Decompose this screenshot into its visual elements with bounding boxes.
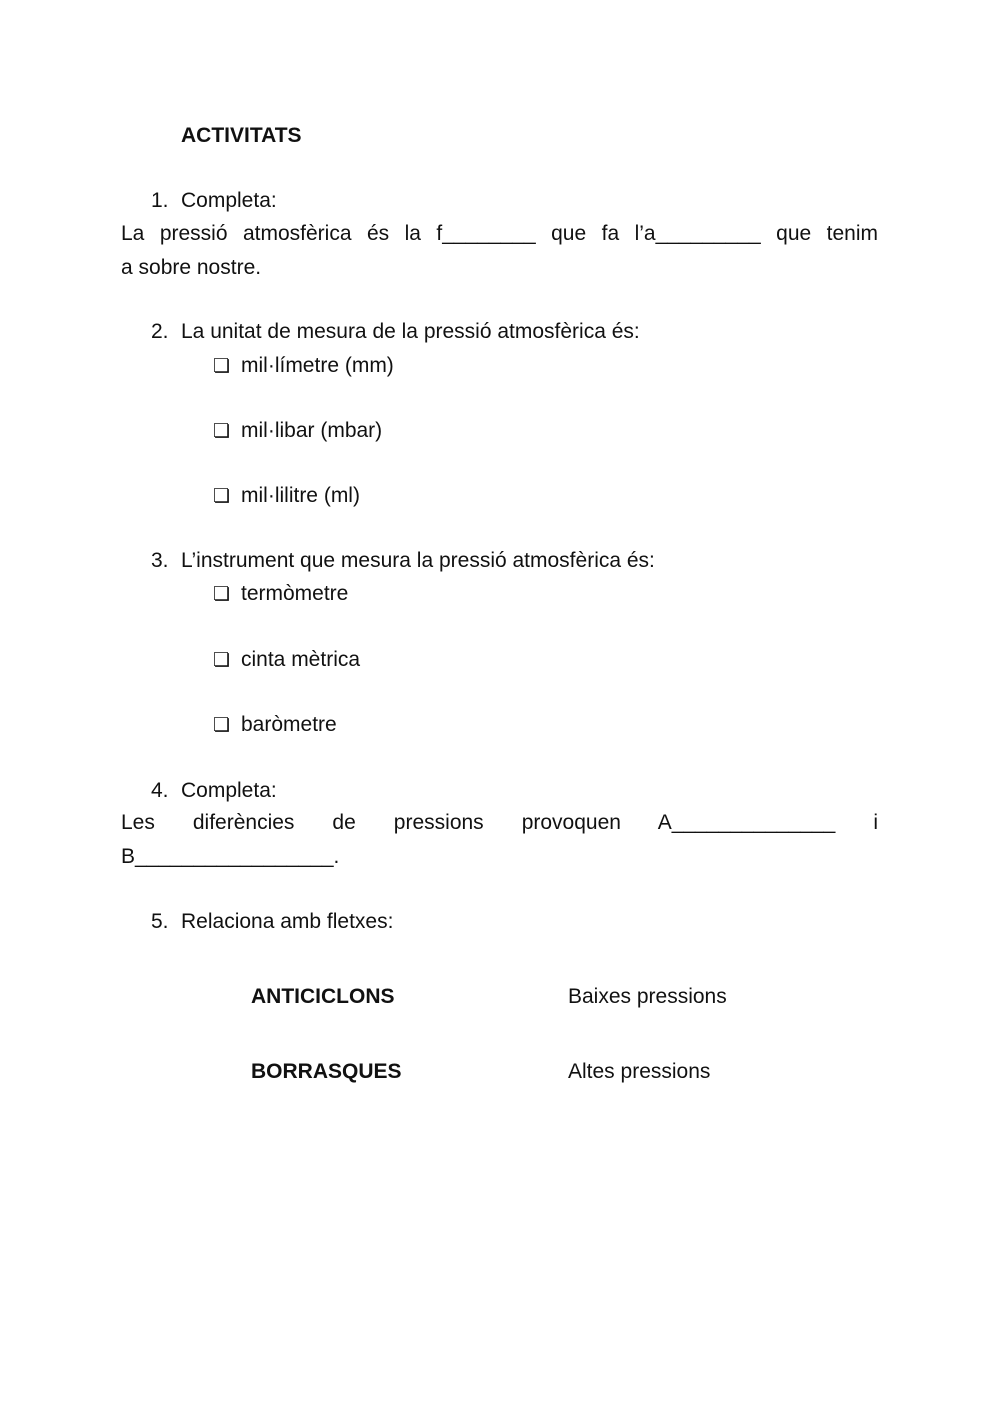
q4-number: 4. <box>151 779 169 802</box>
q4-text-line2: B_________________. <box>121 845 340 868</box>
q1-text-line1: La pressió atmosfèrica és la f________ que fa l’a_________ que tenim <box>121 222 878 245</box>
checkbox-icon[interactable]: ❏ <box>213 421 231 442</box>
q2-option-2[interactable] <box>213 418 382 444</box>
checkbox-icon[interactable]: ❏ <box>213 356 231 377</box>
q2-option-1[interactable] <box>213 353 394 379</box>
match-right-2[interactable]: Altes pressions <box>568 1060 711 1083</box>
q1-text-line2: a sobre nostre. <box>121 256 262 279</box>
q2-label: La unitat de mesura de la pressió atmosfèrica és: <box>181 320 640 343</box>
checkbox-icon[interactable]: ❏ <box>213 715 231 736</box>
checkbox-icon[interactable]: ❏ <box>213 486 231 507</box>
checkbox-icon[interactable]: ❏ <box>213 584 231 605</box>
q3-option-2-label: cinta mètrica <box>241 648 361 671</box>
q3-option-1-label: termòmetre <box>241 582 349 605</box>
q3-option-3-label: baròmetre <box>241 713 337 736</box>
q3-number: 3. <box>151 549 169 572</box>
q4-text-line1: Les diferències de pressions provoquen A______________ i <box>121 811 878 834</box>
q1-number: 1. <box>151 189 169 212</box>
q3-option-3[interactable] <box>213 712 337 738</box>
match-left-1[interactable]: ANTICICLONS <box>251 985 395 1008</box>
q4-label: Completa: <box>181 779 277 802</box>
match-right-1[interactable]: Baixes pressions <box>568 985 727 1008</box>
checkbox-icon[interactable]: ❏ <box>213 650 231 671</box>
match-left-2[interactable]: BORRASQUES <box>251 1060 402 1083</box>
q3-option-1[interactable] <box>213 581 348 607</box>
q2-number: 2. <box>151 320 169 343</box>
q3-label: L’instrument que mesura la pressió atmosfèrica és: <box>181 549 655 572</box>
q1-label: Completa: <box>181 189 277 212</box>
q2-option-1-label: mil·límetre (mm) <box>241 354 394 377</box>
q3-option-2[interactable] <box>213 647 360 673</box>
q2-option-3-label: mil·lilitre (ml) <box>241 484 360 507</box>
q5-number: 5. <box>151 910 169 933</box>
page-title: ACTIVITATS <box>181 124 302 147</box>
q2-option-3[interactable] <box>213 483 360 509</box>
q2-option-2-label: mil·libar (mbar) <box>241 419 383 442</box>
q5-label: Relaciona amb fletxes: <box>181 910 394 933</box>
